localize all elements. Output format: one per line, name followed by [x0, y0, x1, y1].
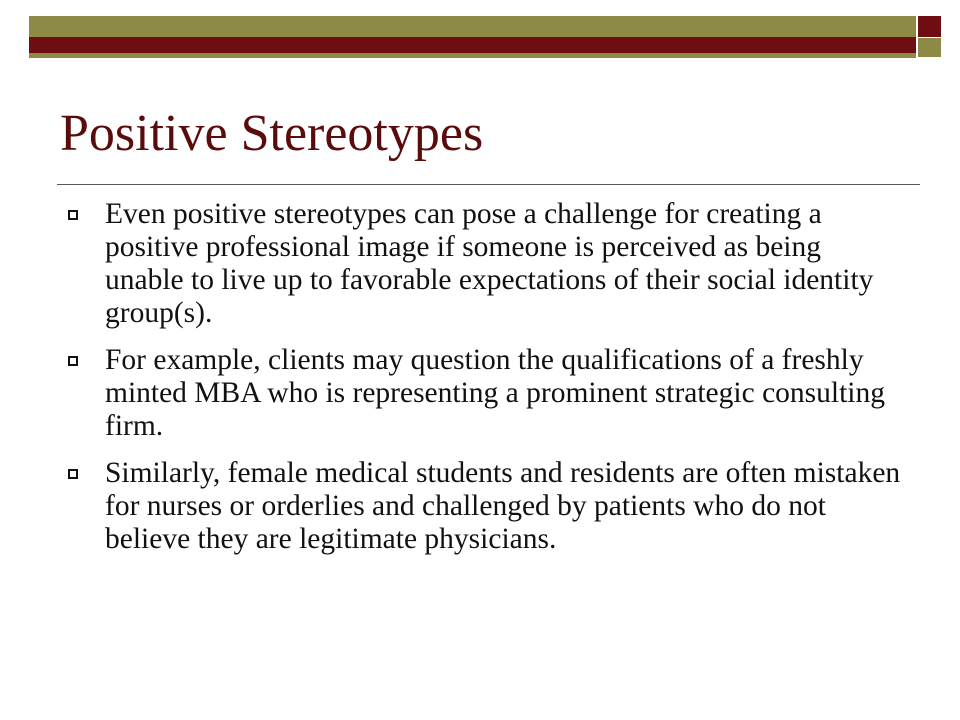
bullet-item: [62, 198, 902, 330]
header-olive-square: [918, 38, 941, 57]
header-maroon-bar: [29, 37, 916, 53]
hollow-square-bullet-icon: [68, 356, 78, 366]
header-olive-bar: [29, 16, 916, 37]
hollow-square-bullet-icon: [68, 469, 78, 479]
bullet-text: Similarly, female medical students and residents are often mistaken for nurses or orderlies and challenged by patients who do not believe they are legitimate physicians.: [105, 457, 901, 555]
slide-title: Positive Stereotypes: [60, 105, 484, 162]
bullet-list: [62, 198, 902, 570]
bullet-text: Even positive stereotypes can pose a challenge for creating a positive professional image if someone is perceived as being unable to live up to favorable expectations of their social identity group(s).: [105, 198, 874, 329]
title-divider: [57, 184, 920, 185]
bullet-text: For example, clients may question the qualifications of a freshly minted MBA who is representing a prominent strategic consulting firm.: [105, 344, 885, 442]
hollow-square-bullet-icon: [68, 210, 78, 220]
header-olive-strip: [29, 53, 916, 58]
bullet-item: [62, 457, 902, 556]
header-maroon-square: [918, 16, 941, 37]
bullet-item: [62, 344, 902, 443]
